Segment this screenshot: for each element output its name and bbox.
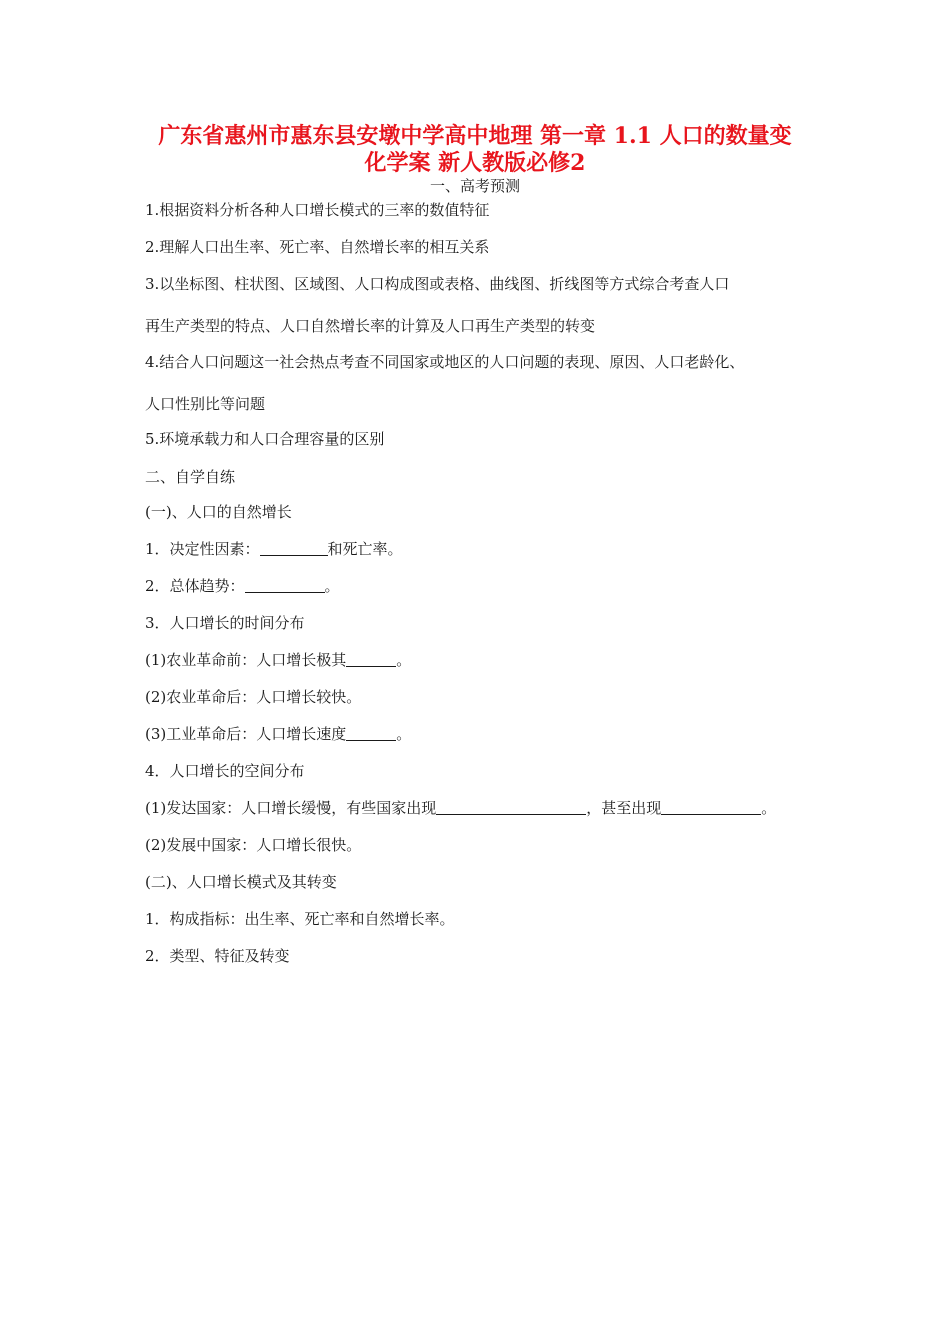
fill-blank-developed-even[interactable] xyxy=(661,800,761,815)
fill-blank-pre-agricultural[interactable] xyxy=(346,652,396,667)
models-item-2: 2．类型、特征及转变 xyxy=(145,947,290,965)
question-3: 3．人口增长的时间分布 xyxy=(145,614,305,632)
question-1-suffix: 和死亡率。 xyxy=(327,540,403,558)
models-item-1: 1．构成指标：出生率、死亡率和自然增长率。 xyxy=(145,910,455,928)
question-4-1-prefix: (1)发达国家：人口增长缓慢，有些国家出现 xyxy=(145,799,437,817)
question-3-1-suffix: 。 xyxy=(396,651,412,669)
question-4-1-suffix: 。 xyxy=(761,799,777,817)
fill-blank-post-industrial[interactable] xyxy=(346,726,396,741)
question-4-2: (2)发展中国家：人口增长很快。 xyxy=(145,836,362,854)
fill-blank-overall-trend[interactable] xyxy=(245,578,325,593)
question-3-3 xyxy=(145,724,411,744)
subsection-natural-growth: (一)、人口的自然增长 xyxy=(145,503,292,521)
question-4-1-mid: ，甚至出现 xyxy=(586,799,662,817)
question-2-suffix: 。 xyxy=(324,577,340,595)
question-2 xyxy=(145,576,340,596)
question-4-1 xyxy=(145,798,776,818)
question-3-1 xyxy=(145,650,411,670)
forecast-item-4: 4.结合人口问题这一社会热点考查不同国家或地区的人口问题的表现、原因、人口老龄化、 xyxy=(145,353,745,371)
forecast-item-5: 5.环境承载力和人口合理容量的区别 xyxy=(145,430,385,448)
question-1-prefix: 1．决定性因素： xyxy=(145,540,260,558)
question-2-prefix: 2．总体趋势： xyxy=(145,577,245,595)
question-3-1-prefix: (1)农业革命前：人口增长极其 xyxy=(145,651,347,669)
forecast-item-4-continued: 人口性别比等问题 xyxy=(145,395,266,413)
fill-blank-birth-rate[interactable] xyxy=(260,541,328,556)
section-heading-forecast: 一、高考预测 xyxy=(429,177,520,195)
forecast-item-2: 2.理解人口出生率、死亡率、自然增长率的相互关系 xyxy=(145,238,490,256)
question-1 xyxy=(145,539,403,559)
forecast-item-3: 3.以坐标图、柱状图、区域图、人口构成图或表格、曲线图、折线图等方式综合考查人口 xyxy=(145,275,730,293)
question-3-3-prefix: (3)工业革命后：人口增长速度 xyxy=(145,725,347,743)
document-title-line-2: 化学案 新人教版必修2 xyxy=(364,150,586,176)
fill-blank-developed-phenomenon[interactable] xyxy=(436,800,586,815)
forecast-item-1: 1.根据资料分析各种人口增长模式的三率的数值特征 xyxy=(145,201,490,219)
question-4: 4．人口增长的空间分布 xyxy=(145,762,305,780)
question-3-2: (2)农业革命后：人口增长较快。 xyxy=(145,688,362,706)
section-heading-self-study: 二、自学自练 xyxy=(145,468,236,486)
subsection-growth-models: (二)、人口增长模式及其转变 xyxy=(145,873,337,891)
forecast-item-3-continued: 再生产类型的特点、人口自然增长率的计算及人口再生产类型的转变 xyxy=(145,317,596,335)
document-title-line-1: 广东省惠州市惠东县安墩中学高中地理 第一章 1.1 人口的数量变 xyxy=(158,123,792,149)
question-3-3-suffix: 。 xyxy=(396,725,412,743)
